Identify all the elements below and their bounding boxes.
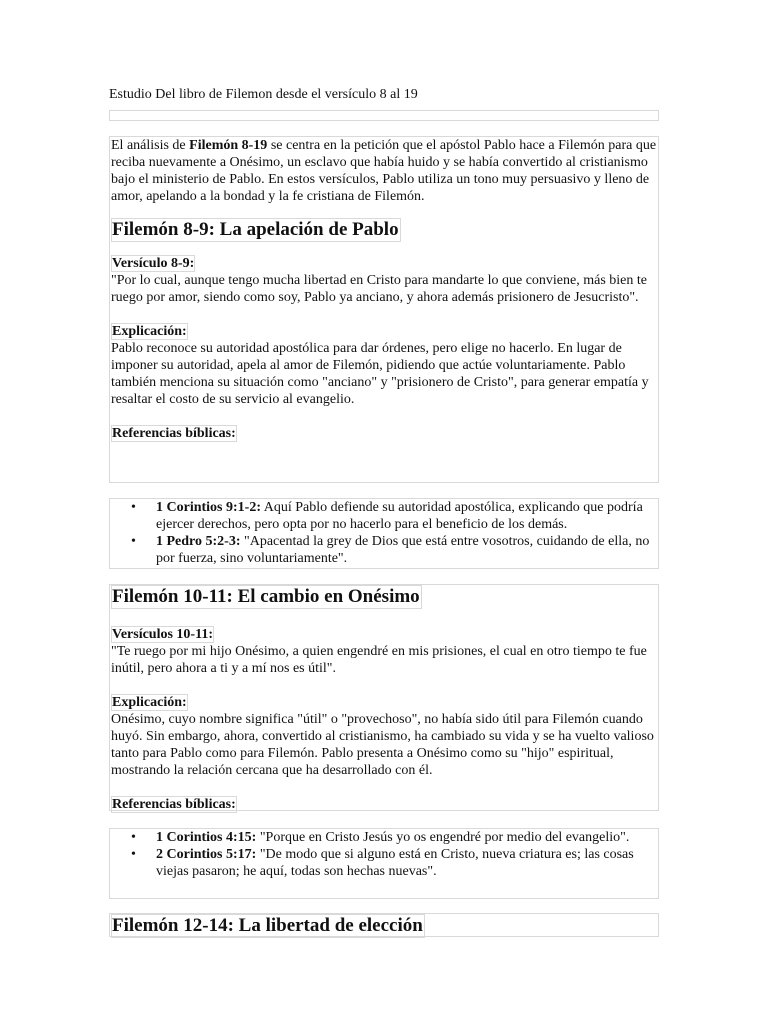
section-3-block [109,913,659,937]
references-label: Referencias bíblicas: [112,426,236,441]
list-item: • 1 Corintios 4:15: "Porque en Cristo Jesús yo os engendré por medio del evangelio". [131,830,630,845]
section-1-block [109,136,659,483]
document-title: Estudio Del libro de Filemon desde el versículo 8 al 19 [109,87,418,102]
references-list-block [109,498,659,569]
references-list-block [109,828,659,899]
explanation-label: Explicación: [112,695,187,710]
verse-label: Versículo 8-9: [112,256,195,271]
references-label: Referencias bíblicas: [112,797,236,812]
section-heading: Filemón 12-14: La libertad de elección [112,915,423,936]
bullet-icon: • [131,534,136,549]
list-item: • 2 Corintios 5:17: "De modo que si alguno está en Cristo, nueva criatura es; las cosas viejas pasaron; he aquí, todas son hechas nuevas". [131,847,634,879]
verse-text: "Te ruego por mi hijo Onésimo, a quien engendré en mis prisiones, el cual en otro tiempo te fue inútil, pero ahora a ti y a mí nos es útil". [111,644,647,676]
list-item: • 1 Pedro 5:2-3: "Apacentad la grey de Dios que está entre vosotros, cuidando de ella, no por fuerza, sino voluntariamente". [131,534,650,566]
empty-block [109,110,659,121]
section-2-block [109,584,659,811]
verse-text: "Por lo cual, aunque tengo mucha libertad en Cristo para mandarte lo que conviene, más bien te ruego por amor, siendo como soy, Pablo ya anciano, y ahora además prisionero de Jesucristo". [111,273,647,305]
references-list [110,499,658,567]
bullet-icon: • [131,830,136,845]
bullet-icon: • [131,847,136,862]
section-heading: Filemón 8-9: La apelación de Pablo [112,219,399,240]
explanation-label: Explicación: [112,324,187,339]
section-heading: Filemón 10-11: El cambio en Onésimo [112,586,420,607]
intro-bold-ref: Filemón 8-19 [189,138,268,153]
references-list [110,829,658,880]
intro-paragraph: El análisis de Filemón 8-19 se centra en la petición que el apóstol Pablo hace a Filemón para que reciba nuevamente a Onésimo, un esclavo que había huido y se había convertido al cristianismo bajo el ministerio de Pablo. En estos versículos, Pablo utiliza un tono muy persuasivo y lleno de amor, apelando a la bondad y la fe cristiana de Filemón. [111,138,657,204]
bullet-icon: • [131,500,136,515]
explanation-text: Pablo reconoce su autoridad apostólica para dar órdenes, pero elige no hacerlo. En lugar de imponer su autoridad, apela al amor de Filemón, pidiendo que actúe voluntariamente. Pablo también menciona su situación como "anciano" y "prisionero de Cristo", para generar empatía y resaltar el costo de su servicio al evangelio. [111,341,649,407]
explanation-text: Onésimo, cuyo nombre significa "útil" o "provechoso", no había sido útil para Filemón cuando huyó. Sin embargo, ahora, convertido al cristianismo, ha cambiado su vida y se ha vuelto valioso tanto para Pablo como para Filemón. Pablo presenta a Onésimo como su "hijo" espiritual, mostrando la relación cercana que ha desarrollado con él. [111,712,654,778]
list-item: • 1 Corintios 9:1-2: Aquí Pablo defiende su autoridad apostólica, explicando que podría ejercer derechos, pero opta por no hacerlo para el beneficio de los demás. [131,500,643,532]
verse-label: Versículos 10-11: [112,627,213,642]
